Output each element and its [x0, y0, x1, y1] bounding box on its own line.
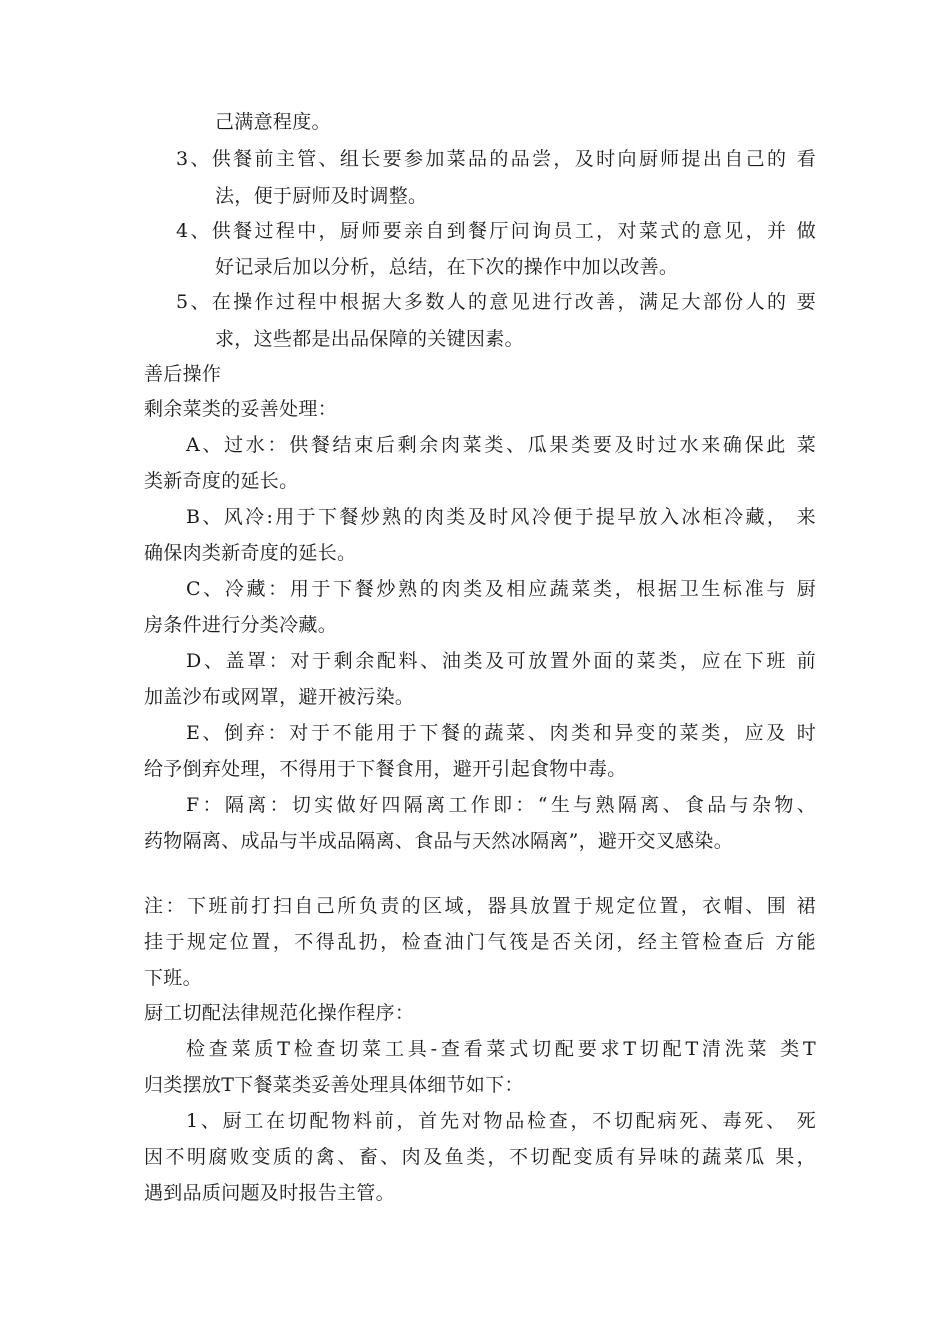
text-line: 好记录后加以分析，总结，在下次的操作中加以改善。 — [215, 256, 679, 278]
text-line: 己满意程度。 — [215, 111, 331, 133]
subsection-heading: 剩余菜类的妥善处理： — [144, 398, 338, 420]
text-line: 房条件进行分类冷藏。 — [144, 614, 338, 636]
text-line: 药物隔离、成品与半成品隔离、食品与天然冰隔离”，避开交叉感染。 — [144, 830, 734, 852]
text-line: E、倒弃：对于不能用于下餐的蔬菜、肉类和异变的菜类，应及 时 — [186, 722, 816, 744]
text-line: 确保肉类新奇度的延长。 — [144, 542, 357, 564]
text-line: A、过水：供餐结束后剩余肉菜类、瓜果类要及时过水来确保此 菜 — [186, 434, 816, 456]
text-line: 3、供餐前主管、组长要参加菜品的品尝，及时向厨师提出自己的 看 — [176, 148, 816, 170]
text-line: 1、厨工在切配物料前，首先对物品检查，不切配病死、毒死、 死 — [186, 1110, 816, 1132]
note-line: 注：下班前打扫自己所负责的区域，器具放置于规定位置，衣帽、围 裙 — [144, 895, 816, 917]
note-line: 挂于规定位置，不得乱扔，检查油门气筏是否关闭，经主管检查后 方能 — [144, 931, 816, 953]
text-line: B、风冷:用于下餐炒熟的肉类及时风冷便于提早放入冰柜冷藏， 来 — [186, 506, 816, 528]
text-line: 遇到品质问题及时报告主管。 — [144, 1182, 395, 1204]
text-line: 法，便于厨师及时调整。 — [215, 185, 428, 207]
text-line: 5、在操作过程中根据大多数人的意见进行改善，满足大部份人的 要 — [176, 291, 816, 313]
text-line: 4、供餐过程中，厨师要亲自到餐厅问询员工，对菜式的意见，并 做 — [176, 220, 816, 242]
text-line: 因不明腐败变质的禽、畜、肉及鱼类，不切配变质有异味的蔬菜瓜 果， — [144, 1146, 816, 1168]
text-line: 检查菜质T检查切菜工具-查看菜式切配要求T切配T清洗菜 类T — [186, 1038, 816, 1060]
text-line: 求，这些都是出品保障的关键因素。 — [215, 328, 524, 350]
text-line: 归类摆放T下餐菜类妥善处理具体细节如下： — [144, 1074, 524, 1096]
text-line: 给予倒弃处理，不得用于下餐食用，避开引起食物中毒。 — [144, 758, 627, 780]
text-line: 加盖沙布或网罩，避开被污染。 — [144, 686, 415, 708]
text-line: F：隔离：切实做好四隔离工作即：“生与熟隔离、食品与杂物、 — [186, 794, 816, 816]
section-heading: 善后操作 — [144, 363, 222, 385]
text-line: 类新奇度的延长。 — [144, 470, 299, 492]
note-line: 下班。 — [144, 967, 202, 989]
text-line: C、冷藏：用于下餐炒熟的肉类及相应蔬菜类，根据卫生标准与 厨 — [186, 578, 816, 600]
text-line: D、盖罩：对于剩余配料、油类及可放置外面的菜类，应在下班 前 — [186, 650, 816, 672]
section-heading: 厨工切配法律规范化操作程序： — [144, 1002, 415, 1024]
